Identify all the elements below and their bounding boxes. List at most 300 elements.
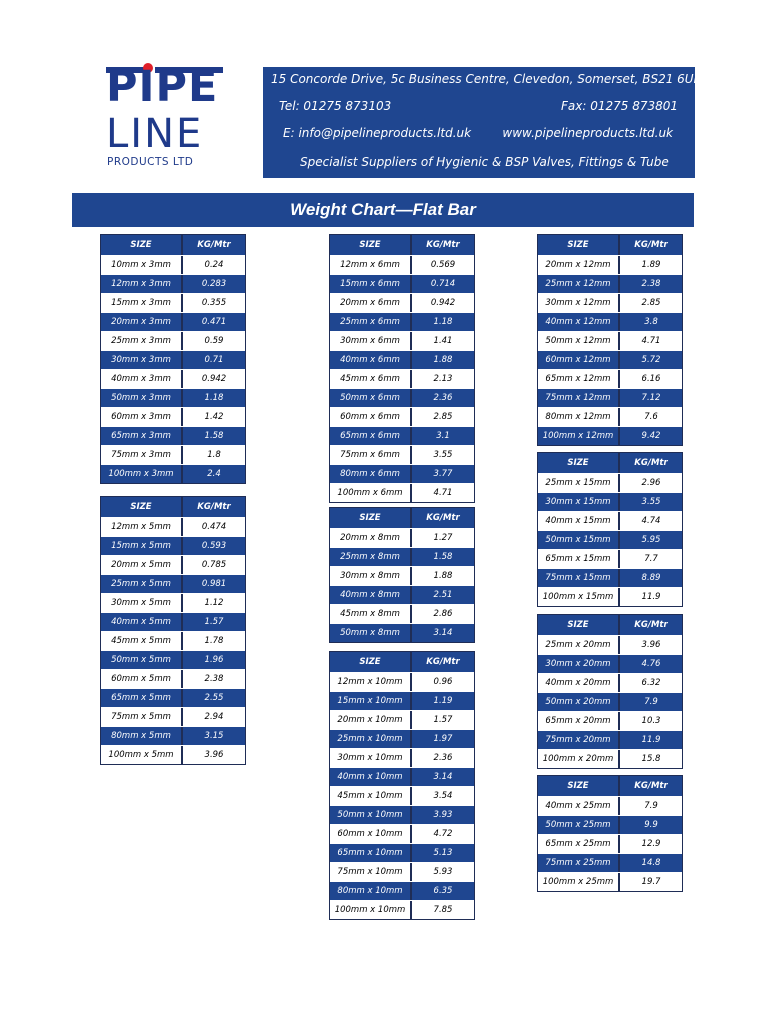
table-row — [330, 710, 474, 729]
cell-size: 40mm x 6mm — [330, 351, 412, 369]
cell-weight: 2.51 — [433, 590, 453, 600]
header-weight: KG/Mtr — [412, 508, 474, 528]
cell-weight: 3.8 — [644, 317, 658, 327]
pipeline-logo — [106, 62, 226, 172]
weight-table-10mm — [329, 651, 475, 920]
cell-size: 100mm x 5mm — [101, 746, 183, 764]
table-row — [330, 464, 474, 483]
cell-size: 75mm x 12mm — [538, 389, 620, 407]
table-row — [101, 707, 245, 726]
cell-weight: 0.569 — [430, 260, 456, 270]
table-row — [538, 568, 682, 587]
header-size: SIZE — [101, 235, 183, 255]
table-row — [330, 824, 474, 843]
cell-size: 30mm x 8mm — [330, 567, 412, 585]
table-row — [330, 547, 474, 566]
cell-size: 15mm x 5mm — [101, 537, 183, 555]
cell-weight: 3.1 — [436, 431, 450, 441]
cell-size: 50mm x 3mm — [101, 389, 183, 407]
table-row — [330, 805, 474, 824]
table-row — [101, 631, 245, 650]
cell-weight: 19.7 — [641, 877, 661, 887]
table-row — [330, 388, 474, 407]
table-row — [101, 593, 245, 612]
table-row — [330, 255, 474, 274]
header-size: SIZE — [330, 652, 412, 672]
table-row — [330, 623, 474, 642]
table-row — [101, 312, 245, 331]
cell-size: 40mm x 8mm — [330, 586, 412, 604]
cell-size: 25mm x 15mm — [538, 474, 620, 492]
table-row — [538, 673, 682, 692]
table-row — [101, 517, 245, 536]
table-row — [101, 255, 245, 274]
cell-size: 15mm x 10mm — [330, 692, 412, 710]
table-row — [538, 796, 682, 815]
cell-size: 75mm x 25mm — [538, 854, 620, 872]
cell-size: 65mm x 3mm — [101, 427, 183, 445]
table-row — [538, 274, 682, 293]
cell-size: 25mm x 5mm — [101, 575, 183, 593]
contact-tagline: Specialist Suppliers of Hygienic & BSP Valves, Fittings & Tube — [300, 155, 669, 169]
table-header-row — [538, 776, 682, 796]
cell-size: 50mm x 6mm — [330, 389, 412, 407]
cell-weight: 11.9 — [641, 735, 661, 745]
table-row — [330, 407, 474, 426]
cell-weight: 3.15 — [204, 731, 224, 741]
table-row — [101, 350, 245, 369]
table-row — [330, 528, 474, 547]
cell-weight: 1.18 — [204, 393, 224, 403]
cell-size: 65mm x 6mm — [330, 427, 412, 445]
table-row — [538, 635, 682, 654]
cell-size: 45mm x 5mm — [101, 632, 183, 650]
cell-size: 40mm x 3mm — [101, 370, 183, 388]
cell-weight: 1.8 — [207, 450, 221, 460]
cell-size: 65mm x 25mm — [538, 835, 620, 853]
weight-table-12mm — [537, 234, 683, 446]
table-row — [101, 388, 245, 407]
cell-weight: 8.89 — [641, 573, 661, 583]
table-row — [330, 604, 474, 623]
cell-weight: 7.9 — [644, 697, 658, 707]
table-row — [101, 745, 245, 764]
cell-weight: 0.785 — [201, 560, 227, 570]
table-row — [538, 815, 682, 834]
cell-weight: 12.9 — [641, 839, 661, 849]
cell-weight: 7.12 — [641, 393, 661, 403]
cell-weight: 2.36 — [433, 393, 453, 403]
table-row — [538, 312, 682, 331]
cell-size: 65mm x 15mm — [538, 550, 620, 568]
cell-size: 65mm x 10mm — [330, 844, 412, 862]
cell-weight: 1.19 — [433, 696, 453, 706]
header-weight: KG/Mtr — [183, 497, 245, 517]
cell-weight: 3.54 — [433, 791, 453, 801]
table-row — [538, 549, 682, 568]
cell-size: 12mm x 10mm — [330, 673, 412, 691]
cell-weight: 1.18 — [433, 317, 453, 327]
cell-weight: 1.58 — [204, 431, 224, 441]
cell-size: 50mm x 20mm — [538, 693, 620, 711]
table-row — [538, 407, 682, 426]
weight-table-20mm — [537, 614, 683, 769]
table-row — [101, 293, 245, 312]
cell-weight: 0.471 — [201, 317, 227, 327]
weight-table-25mm — [537, 775, 683, 892]
cell-weight: 0.355 — [201, 298, 227, 308]
table-row — [101, 574, 245, 593]
table-header-row — [538, 453, 682, 473]
table-row — [330, 331, 474, 350]
cell-size: 12mm x 6mm — [330, 256, 412, 274]
cell-size: 45mm x 10mm — [330, 787, 412, 805]
table-row — [538, 426, 682, 445]
header-size: SIZE — [101, 497, 183, 517]
weight-table-3mm — [100, 234, 246, 484]
table-row — [538, 749, 682, 768]
header-weight: KG/Mtr — [412, 652, 474, 672]
cell-size: 20mm x 8mm — [330, 529, 412, 547]
contact-fax: Fax: 01275 873801 — [560, 99, 678, 113]
cell-weight: 4.71 — [641, 336, 661, 346]
header-weight: KG/Mtr — [620, 615, 682, 635]
cell-weight: 1.57 — [204, 617, 224, 627]
cell-size: 100mm x 12mm — [538, 427, 620, 445]
cell-weight: 3.93 — [433, 810, 453, 820]
contact-website[interactable]: www.pipelineproducts.ltd.uk — [502, 126, 673, 140]
cell-size: 50mm x 12mm — [538, 332, 620, 350]
cell-weight: 2.4 — [207, 469, 221, 479]
table-row — [101, 555, 245, 574]
table-row — [330, 426, 474, 445]
table-row — [538, 350, 682, 369]
table-row — [330, 566, 474, 585]
cell-size: 20mm x 5mm — [101, 556, 183, 574]
table-row — [538, 511, 682, 530]
header-weight: KG/Mtr — [620, 776, 682, 796]
cell-weight: 1.27 — [433, 533, 453, 543]
cell-weight: 0.714 — [430, 279, 456, 289]
cell-size: 40mm x 5mm — [101, 613, 183, 631]
cell-size: 40mm x 15mm — [538, 512, 620, 530]
cell-size: 100mm x 15mm — [538, 588, 620, 606]
table-row — [330, 445, 474, 464]
cell-weight: 1.57 — [433, 715, 453, 725]
table-row — [538, 255, 682, 274]
table-header-row — [330, 235, 474, 255]
cell-weight: 0.24 — [204, 260, 224, 270]
table-row — [330, 900, 474, 919]
table-row — [330, 369, 474, 388]
cell-weight: 4.74 — [641, 516, 661, 526]
cell-weight: 4.71 — [433, 488, 453, 498]
table-row — [330, 274, 474, 293]
cell-size: 45mm x 6mm — [330, 370, 412, 388]
cell-size: 75mm x 6mm — [330, 446, 412, 464]
table-row — [538, 388, 682, 407]
table-row — [538, 293, 682, 312]
cell-size: 60mm x 12mm — [538, 351, 620, 369]
table-row — [538, 853, 682, 872]
table-row — [330, 672, 474, 691]
table-row — [330, 293, 474, 312]
cell-weight: 5.95 — [641, 535, 661, 545]
cell-weight: 7.6 — [644, 412, 658, 422]
cell-weight: 3.96 — [204, 750, 224, 760]
cell-size: 75mm x 15mm — [538, 569, 620, 587]
cell-weight: 3.14 — [433, 628, 453, 638]
table-row — [538, 711, 682, 730]
cell-size: 25mm x 8mm — [330, 548, 412, 566]
cell-weight: 6.16 — [641, 374, 661, 384]
table-header-row — [538, 615, 682, 635]
cell-size: 75mm x 3mm — [101, 446, 183, 464]
cell-weight: 1.58 — [433, 552, 453, 562]
table-row — [538, 872, 682, 891]
cell-weight: 1.78 — [204, 636, 224, 646]
cell-weight: 15.8 — [641, 754, 661, 764]
cell-weight: 1.12 — [204, 598, 224, 608]
cell-weight: 1.88 — [433, 355, 453, 365]
cell-size: 100mm x 20mm — [538, 750, 620, 768]
header-size: SIZE — [538, 235, 620, 255]
cell-size: 65mm x 20mm — [538, 712, 620, 730]
cell-weight: 3.55 — [433, 450, 453, 460]
cell-weight: 0.942 — [430, 298, 456, 308]
cell-weight: 7.85 — [433, 905, 453, 915]
cell-size: 10mm x 3mm — [101, 256, 183, 274]
table-row — [330, 350, 474, 369]
cell-weight: 2.13 — [433, 374, 453, 384]
cell-weight: 1.96 — [204, 655, 224, 665]
cell-size: 45mm x 8mm — [330, 605, 412, 623]
cell-weight: 2.55 — [204, 693, 224, 703]
cell-size: 80mm x 5mm — [101, 727, 183, 745]
table-row — [538, 473, 682, 492]
cell-weight: 4.72 — [433, 829, 453, 839]
logo-line2: LINE — [106, 111, 204, 157]
cell-weight: 5.93 — [433, 867, 453, 877]
table-row — [330, 729, 474, 748]
cell-size: 30mm x 10mm — [330, 749, 412, 767]
cell-size: 25mm x 10mm — [330, 730, 412, 748]
cell-weight: 2.86 — [433, 609, 453, 619]
cell-size: 15mm x 3mm — [101, 294, 183, 312]
table-header-row — [101, 235, 245, 255]
cell-size: 30mm x 5mm — [101, 594, 183, 612]
header-size: SIZE — [330, 235, 412, 255]
cell-weight: 5.13 — [433, 848, 453, 858]
contact-email[interactable]: E: info@pipelineproducts.ltd.uk — [283, 126, 472, 140]
cell-weight: 0.474 — [201, 522, 227, 532]
cell-weight: 2.85 — [433, 412, 453, 422]
cell-weight: 10.3 — [641, 716, 661, 726]
cell-size: 60mm x 5mm — [101, 670, 183, 688]
cell-weight: 2.85 — [641, 298, 661, 308]
table-row — [101, 688, 245, 707]
cell-size: 25mm x 20mm — [538, 636, 620, 654]
cell-weight: 0.942 — [201, 374, 227, 384]
table-row — [330, 585, 474, 604]
table-header-row — [330, 508, 474, 528]
weight-table-6mm — [329, 234, 475, 503]
cell-weight: 0.59 — [204, 336, 224, 346]
cell-weight: 1.89 — [641, 260, 661, 270]
contact-box — [263, 67, 707, 178]
cell-weight: 0.71 — [204, 355, 224, 365]
table-header-row — [538, 235, 682, 255]
cell-weight: 7.9 — [644, 801, 658, 811]
table-row — [538, 492, 682, 511]
cell-weight: 11.9 — [641, 592, 661, 602]
table-row — [538, 587, 682, 606]
cell-weight: 3.96 — [641, 640, 661, 650]
table-row — [330, 862, 474, 881]
table-row — [538, 730, 682, 749]
logo-line1: PIPE — [106, 62, 219, 112]
cell-size: 80mm x 6mm — [330, 465, 412, 483]
table-row — [101, 650, 245, 669]
cell-weight: 1.88 — [433, 571, 453, 581]
table-row — [101, 669, 245, 688]
cell-size: 65mm x 12mm — [538, 370, 620, 388]
table-row — [538, 692, 682, 711]
cell-weight: 2.94 — [204, 712, 224, 722]
cell-size: 50mm x 15mm — [538, 531, 620, 549]
cell-size: 50mm x 8mm — [330, 624, 412, 642]
table-row — [538, 331, 682, 350]
cell-size: 12mm x 3mm — [101, 275, 183, 293]
header-weight: KG/Mtr — [620, 235, 682, 255]
cell-size: 15mm x 6mm — [330, 275, 412, 293]
cell-weight: 2.96 — [641, 478, 661, 488]
cell-weight: 3.77 — [433, 469, 453, 479]
cell-size: 100mm x 3mm — [101, 465, 183, 483]
cell-size: 75mm x 10mm — [330, 863, 412, 881]
table-row — [101, 464, 245, 483]
cell-size: 100mm x 25mm — [538, 873, 620, 891]
cell-size: 50mm x 25mm — [538, 816, 620, 834]
table-row — [330, 767, 474, 786]
header-size: SIZE — [538, 615, 620, 635]
cell-weight: 0.981 — [201, 579, 227, 589]
table-row — [330, 483, 474, 502]
table-row — [101, 331, 245, 350]
cell-size: 25mm x 6mm — [330, 313, 412, 331]
table-row — [538, 369, 682, 388]
cell-size: 75mm x 20mm — [538, 731, 620, 749]
cell-size: 60mm x 10mm — [330, 825, 412, 843]
cell-weight: 3.14 — [433, 772, 453, 782]
header-size: SIZE — [538, 776, 620, 796]
cell-size: 30mm x 6mm — [330, 332, 412, 350]
header-weight: KG/Mtr — [620, 453, 682, 473]
cell-weight: 1.41 — [433, 336, 453, 346]
table-row — [330, 691, 474, 710]
header-size: SIZE — [330, 508, 412, 528]
table-row — [101, 407, 245, 426]
table-row — [538, 834, 682, 853]
table-row — [330, 843, 474, 862]
cell-weight: 2.38 — [204, 674, 224, 684]
cell-weight: 1.97 — [433, 734, 453, 744]
table-row — [538, 530, 682, 549]
cell-weight: 5.72 — [641, 355, 661, 365]
cell-size: 30mm x 20mm — [538, 655, 620, 673]
cell-size: 60mm x 3mm — [101, 408, 183, 426]
cell-weight: 14.8 — [641, 858, 661, 868]
cell-size: 60mm x 6mm — [330, 408, 412, 426]
table-row — [101, 726, 245, 745]
cell-size: 65mm x 5mm — [101, 689, 183, 707]
weight-table-5mm — [100, 496, 246, 765]
header-weight: KG/Mtr — [183, 235, 245, 255]
table-row — [101, 426, 245, 445]
cell-weight: 0.283 — [201, 279, 227, 289]
weight-table-15mm — [537, 452, 683, 607]
table-row — [101, 369, 245, 388]
cell-weight: 1.42 — [204, 412, 224, 422]
table-header-row — [101, 497, 245, 517]
cell-weight: 2.36 — [433, 753, 453, 763]
cell-weight: 4.76 — [641, 659, 661, 669]
cell-size: 80mm x 10mm — [330, 882, 412, 900]
cell-size: 80mm x 12mm — [538, 408, 620, 426]
table-row — [101, 612, 245, 631]
cell-size: 40mm x 10mm — [330, 768, 412, 786]
cell-size: 25mm x 12mm — [538, 275, 620, 293]
cell-weight: 6.32 — [641, 678, 661, 688]
weight-table-8mm — [329, 507, 475, 643]
cell-size: 20mm x 12mm — [538, 256, 620, 274]
cell-weight: 3.55 — [641, 497, 661, 507]
cell-weight: 9.9 — [644, 820, 658, 830]
table-row — [330, 312, 474, 331]
cell-size: 100mm x 10mm — [330, 901, 412, 919]
cell-size: 20mm x 3mm — [101, 313, 183, 331]
cell-weight: 7.7 — [644, 554, 658, 564]
cell-size: 40mm x 25mm — [538, 797, 620, 815]
cell-size: 20mm x 10mm — [330, 711, 412, 729]
header-size: SIZE — [538, 453, 620, 473]
table-row — [101, 274, 245, 293]
cell-size: 75mm x 5mm — [101, 708, 183, 726]
table-header-row — [330, 652, 474, 672]
cell-size: 50mm x 10mm — [330, 806, 412, 824]
cell-size: 50mm x 5mm — [101, 651, 183, 669]
header-weight: KG/Mtr — [412, 235, 474, 255]
cell-size: 100mm x 6mm — [330, 484, 412, 502]
contact-address: 15 Concorde Drive, 5c Business Centre, Clevedon, Somerset, BS21 6UH. — [271, 72, 707, 86]
cell-size: 30mm x 12mm — [538, 294, 620, 312]
table-row — [330, 786, 474, 805]
logo-subtitle: PRODUCTS LTD — [107, 156, 194, 168]
table-row — [101, 536, 245, 555]
table-row — [330, 748, 474, 767]
table-row — [101, 445, 245, 464]
cell-weight: 2.38 — [641, 279, 661, 289]
table-row — [330, 881, 474, 900]
cell-size: 30mm x 15mm — [538, 493, 620, 511]
cell-size: 40mm x 12mm — [538, 313, 620, 331]
cell-size: 30mm x 3mm — [101, 351, 183, 369]
contact-tel: Tel: 01275 873103 — [279, 99, 392, 113]
cell-size: 25mm x 3mm — [101, 332, 183, 350]
cell-size: 40mm x 20mm — [538, 674, 620, 692]
table-row — [538, 654, 682, 673]
cell-size: 20mm x 6mm — [330, 294, 412, 312]
